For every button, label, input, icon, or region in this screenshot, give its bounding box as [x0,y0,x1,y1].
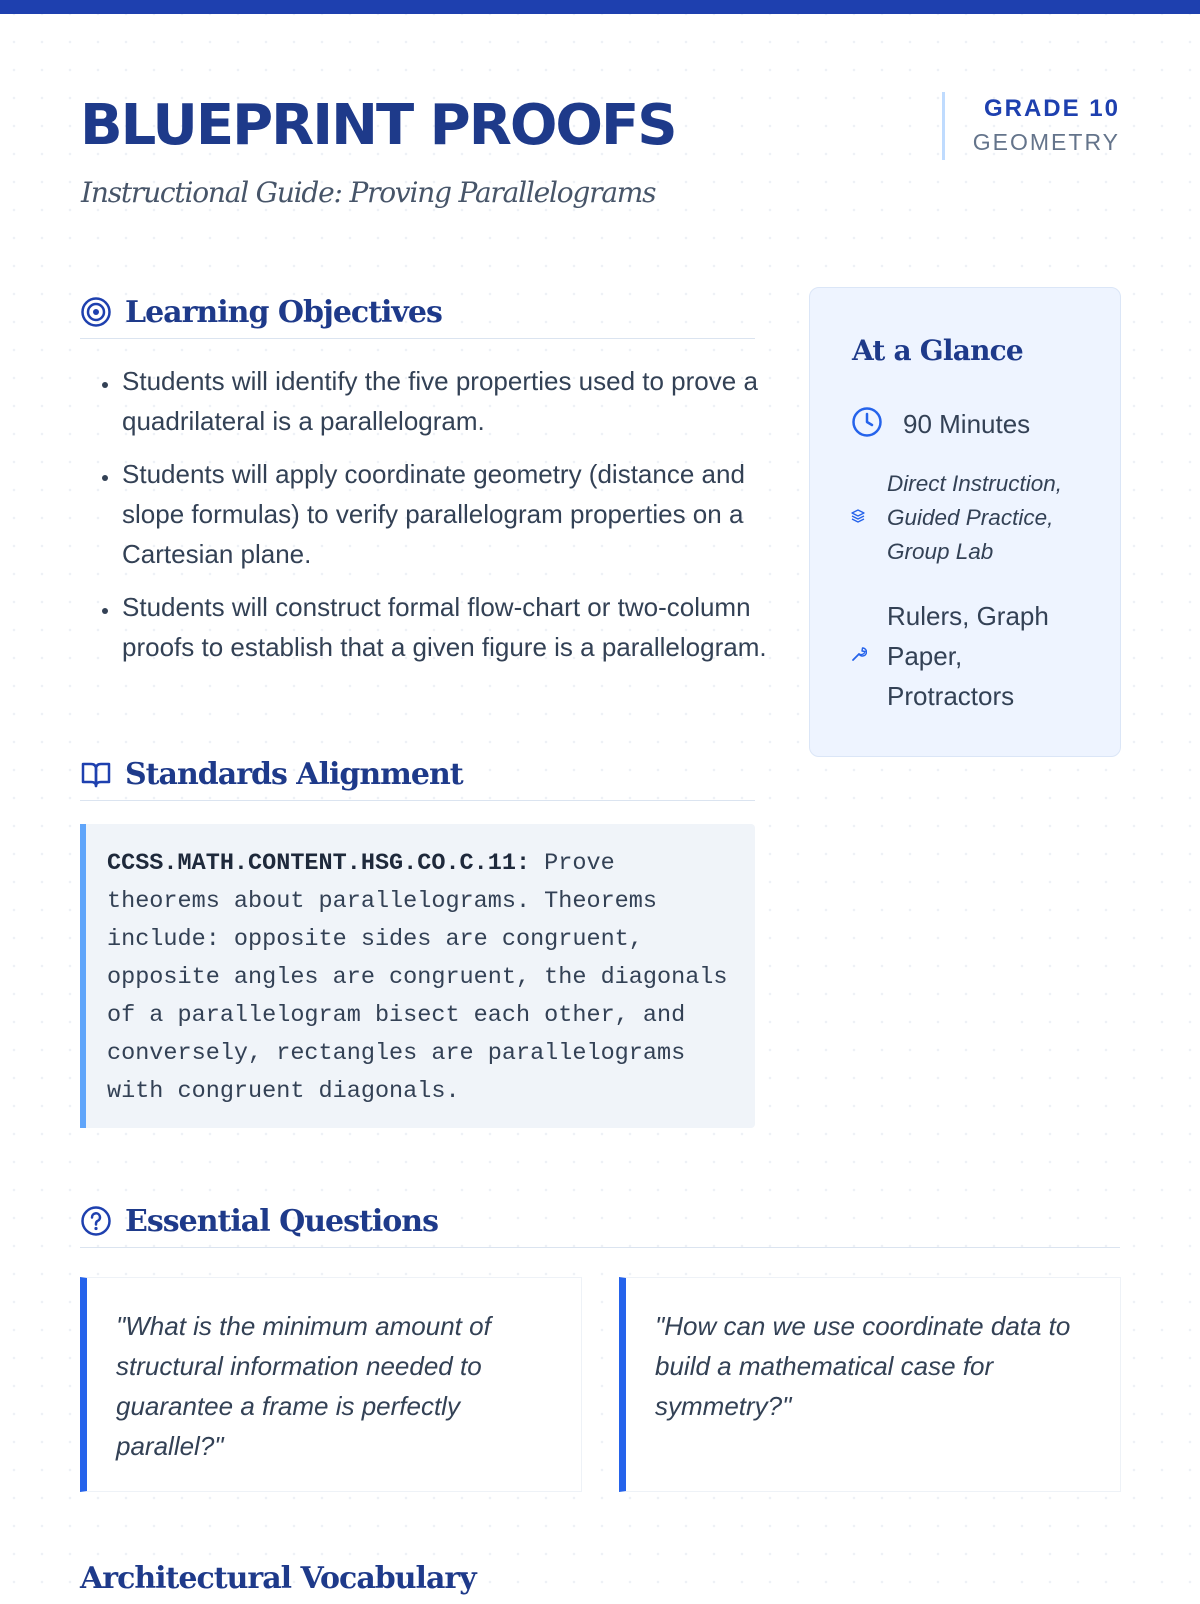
section-title-text: Learning Objectives [125,294,442,330]
layers-icon [851,509,865,528]
list-item: • Students will apply coordinate geometry (distance and slope formulas) to verify parallelogram properties on a Cartesian plane. [120,454,796,574]
materials-row [851,596,1077,716]
page-title: BLUEPRINT PROOFS [80,93,676,158]
standard-callout [80,824,755,1128]
target-icon [80,296,112,328]
architectural-vocabulary-heading [80,1552,1120,1604]
learning-objectives-heading [80,286,755,339]
standard-text: Prove theorems about parallelograms. Theorems include: opposite sides are congruent, opposite angles are congruent, the diagonals of a parallelogram bisect each other, and conversely, rectangles are parallelograms with congruent diagonals. [107,850,728,1105]
duration-row [851,406,1030,443]
essential-questions-heading [80,1195,1120,1248]
grade-block [942,92,1120,160]
methods-row [851,467,1087,569]
grade-label: GRADE 10 [983,95,1120,122]
at-a-glance-panel [809,287,1121,757]
top-accent-bar [0,0,1200,14]
duration-text: 90 Minutes [903,409,1031,439]
standard-code: CCSS.MATH.CONTENT.HSG.CO.C.11: [107,850,531,877]
clock-icon [851,406,883,443]
subject-label: GEOMETRY [972,129,1120,155]
question-card: "What is the minimum amount of structural information needed to guarantee a frame is perfectly parallel?" [80,1277,582,1492]
list-item: • Students will construct formal flow-chart or two-column proofs to establish that a given figure is a parallelogram. [120,587,796,667]
question-card: "How can we use coordinate data to build a mathematical case for symmetry?" [619,1277,1121,1492]
list-item: • Students will identify the five properties used to prove a quadrilateral is a parallelogram. [120,361,796,441]
methods-text: Direct Instruction, Guided Practice, Group Lab [887,471,1063,564]
glance-title: At a Glance [852,334,1023,367]
objectives-list [84,361,796,680]
help-circle-icon [80,1205,112,1237]
book-open-icon [80,758,112,790]
wrench-icon [851,646,867,667]
section-title-text: Architectural Vocabulary [80,1560,476,1596]
page-subtitle: Instructional Guide: Proving Parallelograms [81,176,656,209]
standards-alignment-heading [80,748,755,801]
materials-text: Rulers, Graph Paper, Protractors [887,601,1049,711]
section-title-text: Standards Alignment [125,756,463,792]
section-title-text: Essential Questions [125,1203,438,1239]
